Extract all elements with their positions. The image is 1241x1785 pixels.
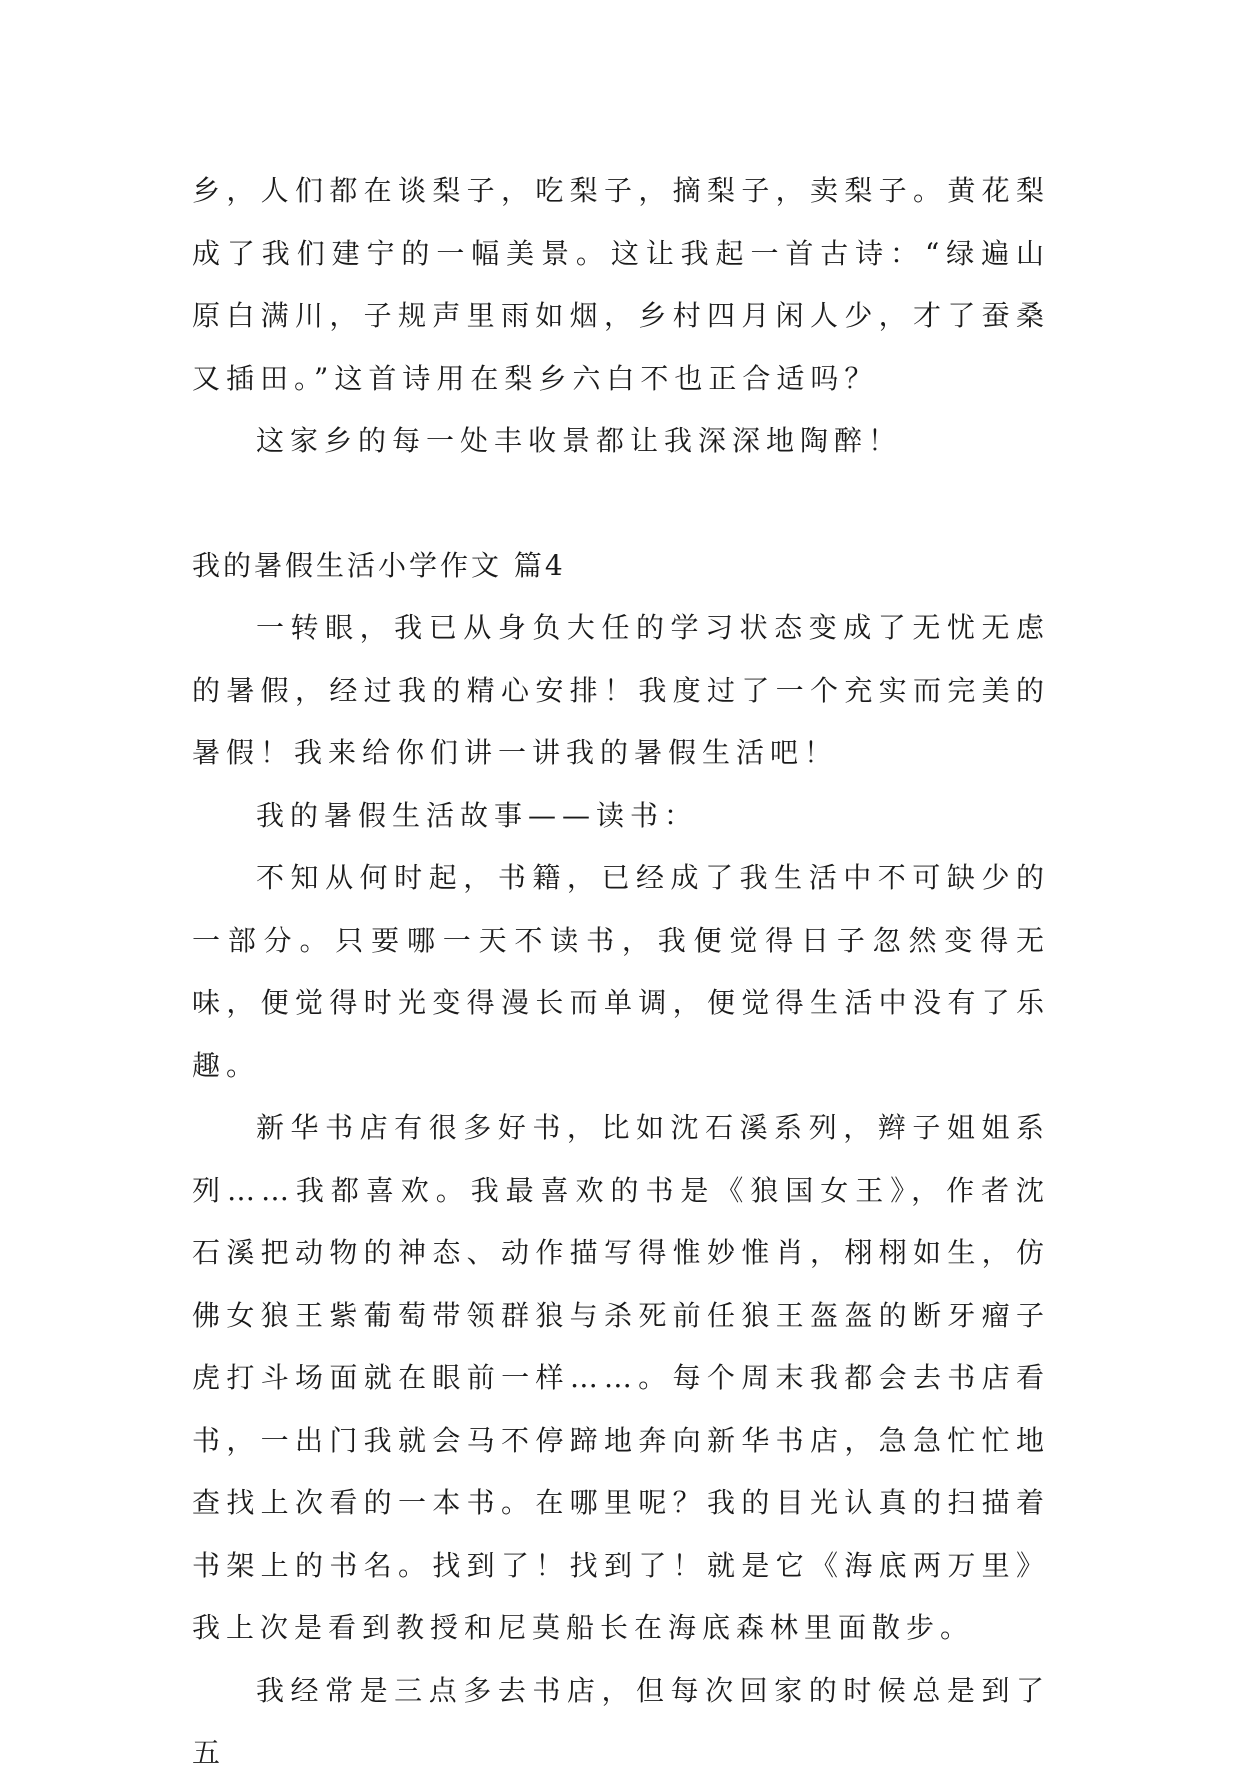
paragraph: 这家乡的每一处丰收景都让我深深地陶醉！ <box>256 424 903 457</box>
paragraph: 我的暑假生活故事——读书： <box>256 798 699 832</box>
paragraph: 乡，人们都在谈梨子，吃梨子，摘梨子，卖梨子。黄花梨成了我们建宁的一幅美景。这让我起一首古诗：“绿遍山原白满川，子规声里雨如烟，乡村四月闲人少，才了蚕桑又插田。”这首诗用在梨乡六白不也正合适吗？ <box>192 174 1050 395</box>
paragraph: 一转眼，我已从身负大任的学习状态变成了无忧无虑的暑假，经过我的精心安排！我度过了一个充实而完美的暑假！我来给你们讲一讲我的暑假生活吧！ <box>192 611 1050 769</box>
paragraph: 我经常是三点多去书店，但每次回家的时候总是到了五 <box>192 1673 1050 1769</box>
paragraph: 不知从何时起，书籍，已经成了我生活中不可缺少的一部分。只要哪一天不读书，我便觉得日子忽然变得无味，便觉得时光变得漫长而单调，便觉得生活中没有了乐趣。 <box>192 861 1050 1082</box>
document-page <box>192 160 1050 1785</box>
paragraph: 新华书店有很多好书，比如沈石溪系列，辫子姐姐系列……我都喜欢。我最喜欢的书是《狼国女王》，作者沈石溪把动物的神态、动作描写得惟妙惟肖，栩栩如生，仿佛女狼王紫葡萄带领群狼与杀死前任狼王盔盔的断牙瘤子虎打斗场面就在眼前一样……。每个周末我都会去书店看书，一出门我就会马不停蹄地奔向新华书店，急急忙忙地查找上次看的一本书。在哪里呢？我的目光认真的扫描着书架上的书名。找到了！找到了！就是它《海底两万里》我上次是看到教授和尼莫船长在海底森林里面散步。 <box>192 1111 1050 1644</box>
section-title: 我的暑假生活小学作文 篇4 <box>192 548 566 582</box>
